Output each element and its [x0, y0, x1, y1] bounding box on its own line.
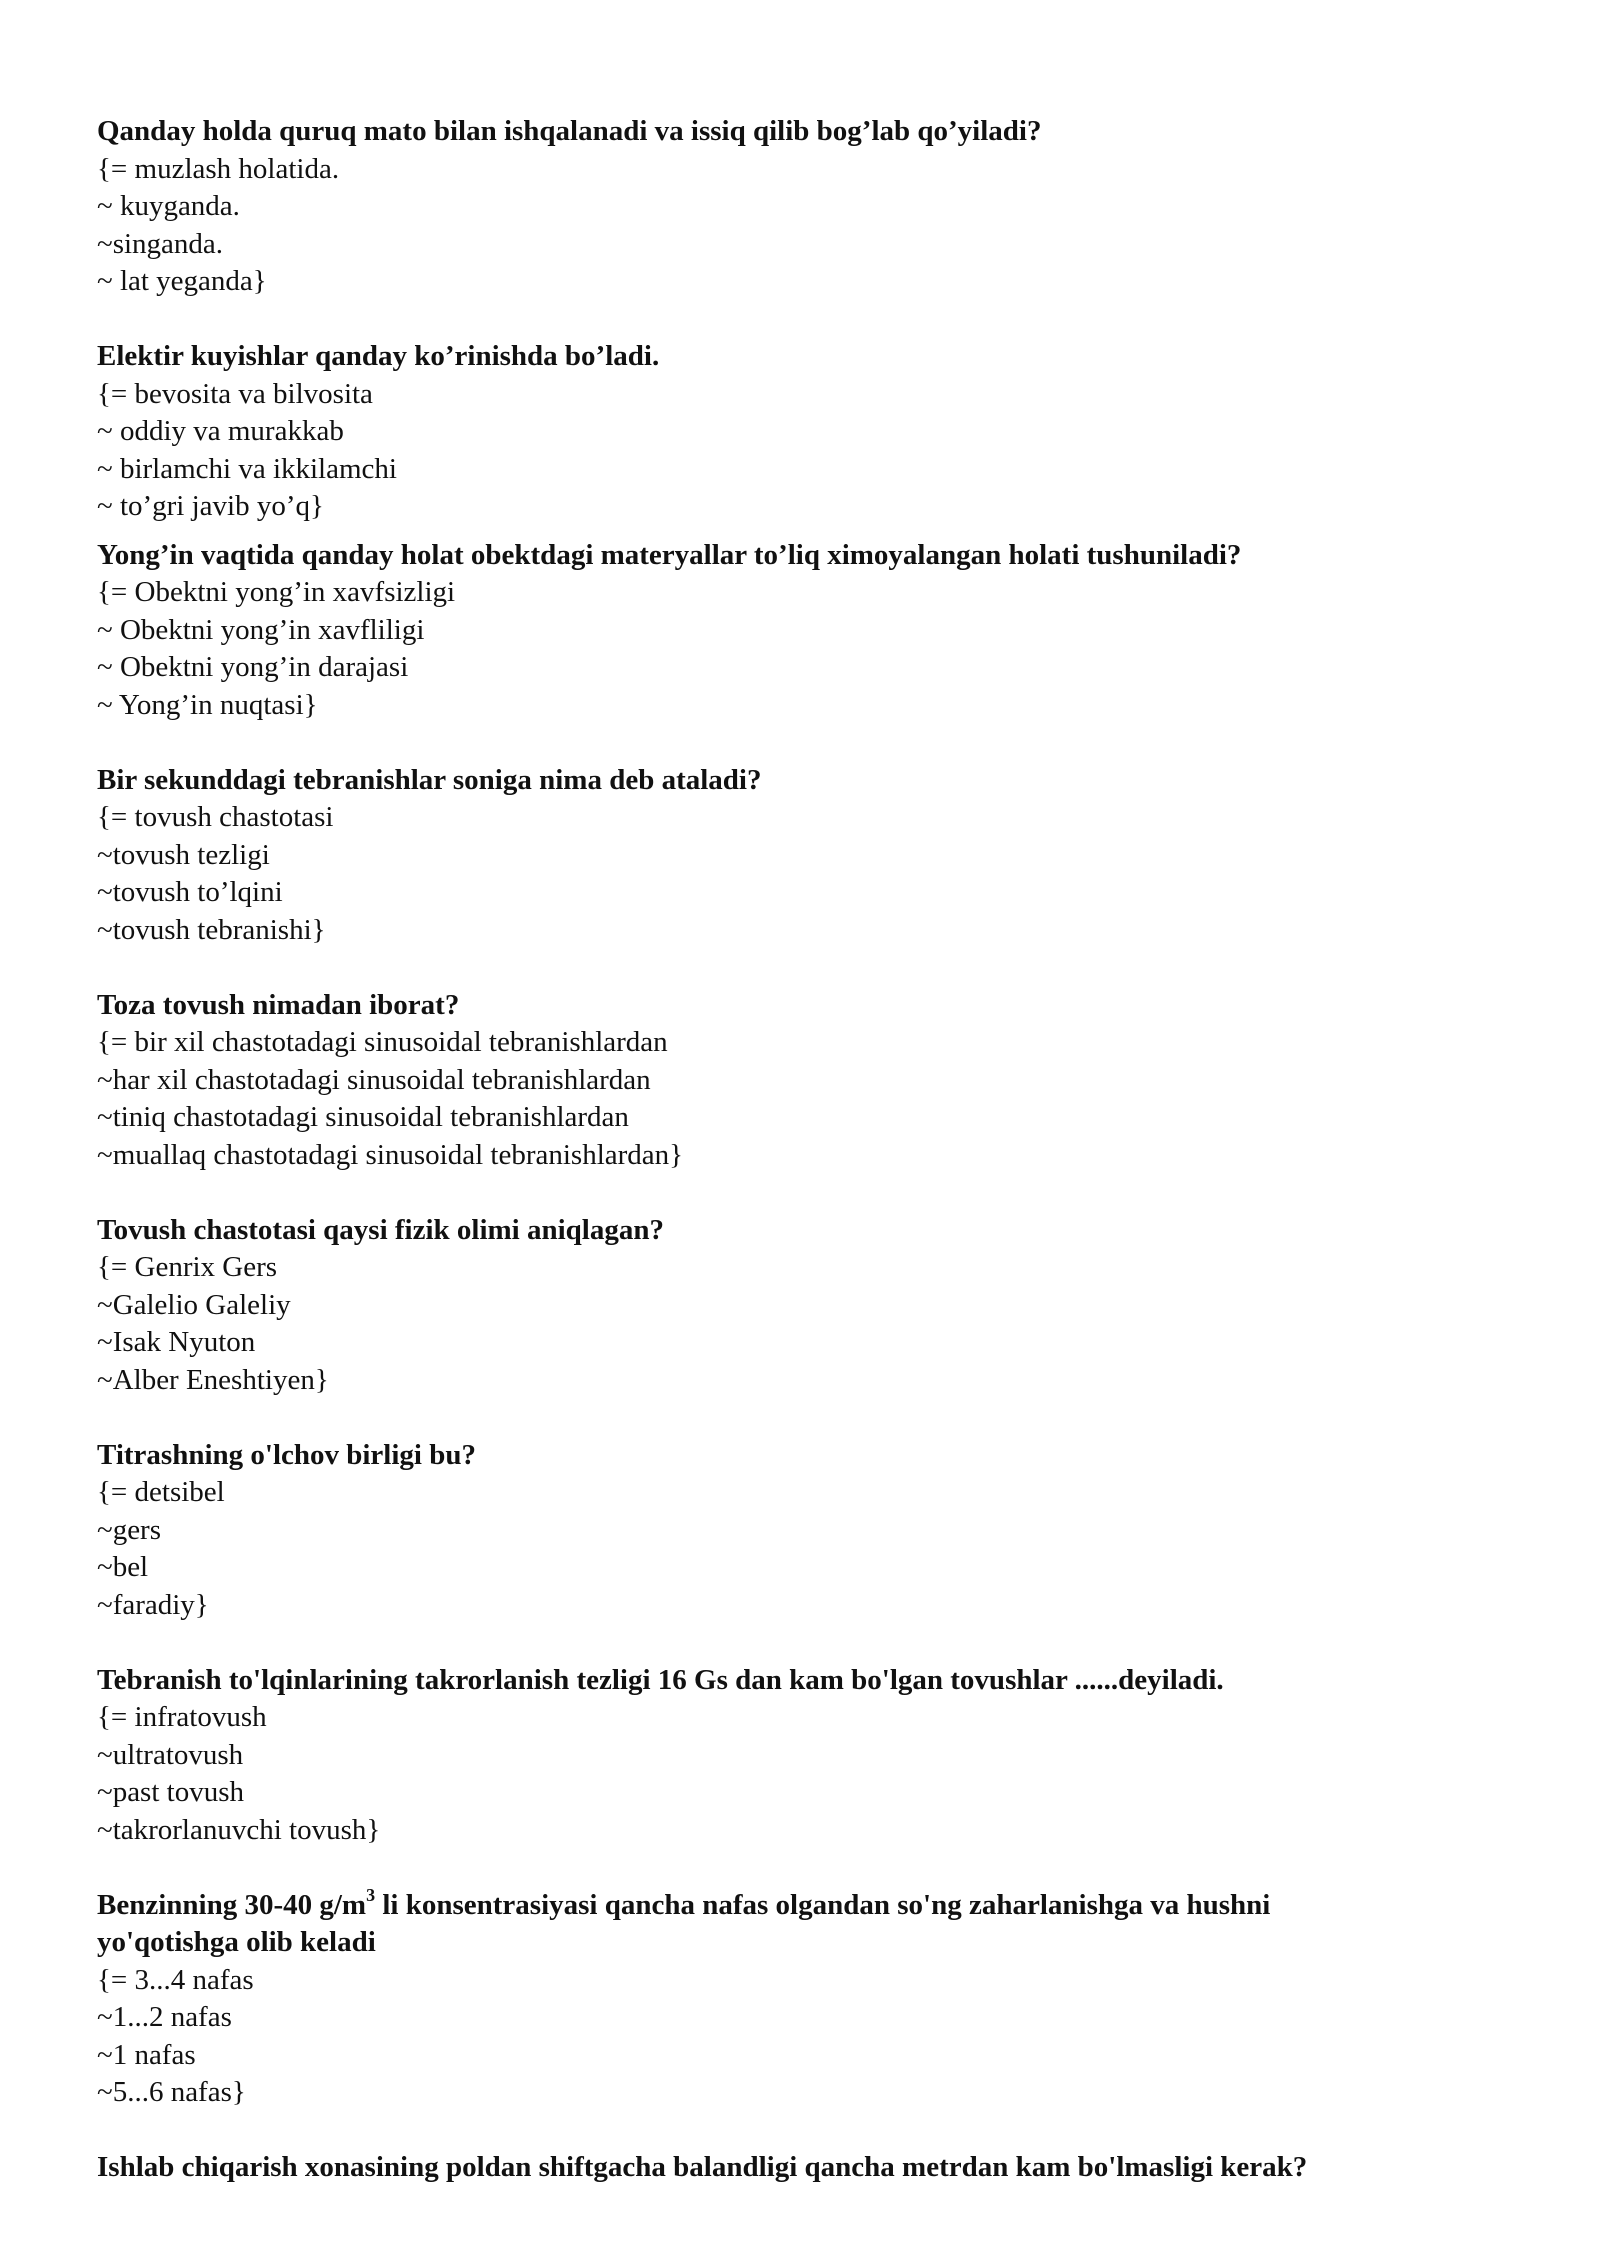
question-block	[97, 1662, 1517, 1850]
answer-option: ~faradiy}	[97, 1588, 209, 1621]
answer-option: {= muzlash holatida.	[97, 152, 340, 185]
answer-option: ~ kuyganda.	[97, 190, 240, 222]
answer-option: ~har xil chastotadagi sinusoidal tebranishlardan	[97, 1063, 651, 1096]
answer-option: {= tovush chastotasi	[97, 801, 334, 833]
question-text: Tovush chastotasi qaysi fizik olimi aniqlagan?	[97, 1213, 664, 1246]
question-text: Toza tovush nimadan iborat?	[97, 988, 460, 1021]
answer-option: ~tovush tebranishi}	[97, 913, 326, 946]
question-text: Titrashning o'lchov birligi bu?	[97, 1438, 476, 1471]
question-text: Ishlab chiqarish xonasining poldan shiftgacha balandligi qancha metrdan kam bo'lmasligi kerak?	[97, 2151, 1308, 2183]
question-block	[97, 2149, 1517, 2187]
question-block	[97, 762, 1517, 950]
answer-option: ~gers	[97, 1513, 162, 1546]
question-block	[97, 537, 1517, 725]
answer-option: ~takrorlanuvchi tovush}	[97, 1813, 381, 1846]
answer-option: {= 3...4 nafas	[97, 1963, 254, 1996]
answer-option: ~ to’gri javib yo’q}	[97, 490, 324, 522]
answer-option: {= Obektni yong’in xavfsizligi	[97, 576, 456, 608]
answer-option: ~ birlamchi va ikkilamchi	[97, 452, 397, 485]
question-block	[97, 1437, 1517, 1625]
answer-option: ~ lat yeganda}	[97, 265, 267, 297]
question-text-line2: yo'qotishga olib keladi	[97, 1926, 376, 1958]
answer-option: ~ Yong’in nuqtasi}	[97, 688, 318, 721]
question-block	[97, 1884, 1517, 2112]
question-text-part: li konsentrasiyasi qancha nafas olgandan so'ng zaharlanishga va hushni	[375, 1888, 1271, 1921]
answer-option: ~Galelio Galeliy	[97, 1288, 291, 1321]
answer-option: {= infratovush	[97, 1701, 267, 1733]
answer-option: {= bir xil chastotadagi sinusoidal tebranishlardan	[97, 1026, 668, 1058]
question-text	[97, 1884, 1517, 1925]
question-text: Qanday holda quruq mato bilan ishqalanadi va issiq qilib bog’lab qo’yiladi?	[97, 115, 1042, 147]
question-text: Yong’in vaqtida qanday holat obektdagi materyallar to’liq ximoyalangan holati tushuniladi?	[97, 538, 1242, 571]
answer-option: ~tiniq chastotadagi sinusoidal tebranishlardan	[97, 1101, 629, 1133]
question-text: Elektir kuyishlar qanday ko’rinishda bo’ladi.	[97, 340, 660, 372]
question-block	[97, 338, 1517, 526]
question-text: Bir sekunddagi tebranishlar soniga nima deb ataladi?	[97, 763, 762, 796]
answer-option: ~singanda.	[97, 227, 224, 260]
answer-option: ~Alber Eneshtiyen}	[97, 1363, 329, 1396]
answer-option: {= Genrix Gers	[97, 1251, 278, 1283]
question-block	[97, 987, 1517, 1175]
answer-option: ~1...2 nafas	[97, 2001, 232, 2033]
question-text-part: Benzinning 30-40 g/m	[97, 1888, 367, 1921]
answer-option: ~ oddiy va murakkab	[97, 415, 344, 447]
superscript: 3	[366, 1884, 376, 1905]
question-block	[97, 113, 1517, 301]
answer-option: ~tovush to’lqini	[97, 876, 283, 908]
question-block	[97, 1212, 1517, 1400]
answer-option: {= bevosita va bilvosita	[97, 377, 373, 410]
answer-option: ~Isak Nyuton	[97, 1326, 256, 1358]
answer-option: ~tovush tezligi	[97, 838, 270, 871]
answer-option: ~ Obektni yong’in darajasi	[97, 651, 409, 683]
answer-option: ~past tovush	[97, 1776, 244, 1808]
answer-option: ~1 nafas	[97, 2038, 196, 2071]
answer-option: ~bel	[97, 1551, 149, 1583]
answer-option: ~muallaq chastotadagi sinusoidal tebranishlardan}	[97, 1138, 684, 1171]
answer-option: {= detsibel	[97, 1476, 225, 1508]
answer-option: ~5...6 nafas}	[97, 2076, 246, 2108]
answer-option: ~ Obektni yong’in xavfliligi	[97, 613, 425, 646]
question-text: Tebranish to'lqinlarining takrorlanish tezligi 16 Gs dan kam bo'lgan tovushlar ......deyiladi.	[97, 1663, 1224, 1696]
answer-option: ~ultratovush	[97, 1738, 244, 1771]
document-page	[97, 113, 1517, 2187]
